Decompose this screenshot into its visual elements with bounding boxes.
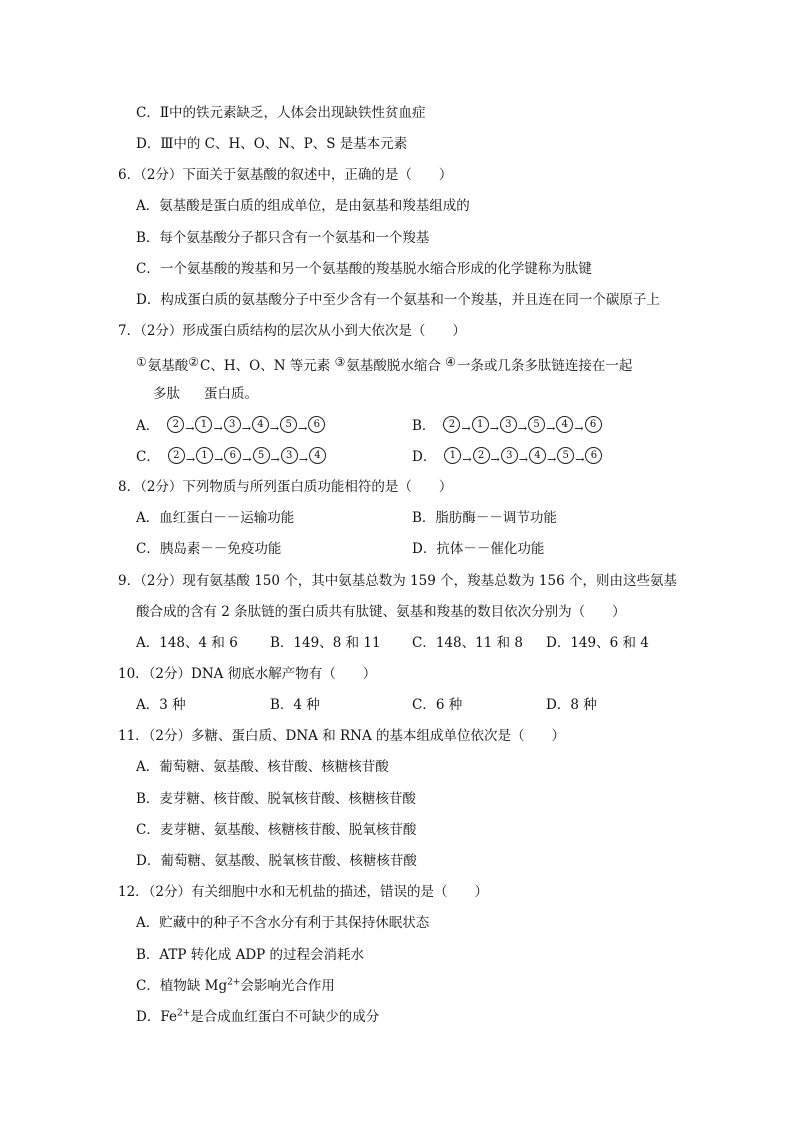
question-6: 6．（2分）下面关于氨基酸的叙述中，正确的是（ ）	[118, 167, 453, 183]
option-label: D．	[412, 449, 437, 465]
q7-item-5: 多肽	[153, 386, 180, 402]
q10-option-c: C．6 种	[412, 697, 463, 713]
arrow-icon: →	[490, 453, 500, 466]
q7-item-2: C、H、O、N 等元素	[200, 358, 331, 374]
q9-option-d: D．149、6 和 4	[546, 635, 649, 651]
q7-item-1: 氨基酸	[147, 358, 189, 374]
arrow-icon: →	[546, 422, 556, 435]
sequence-step: 3	[224, 416, 241, 433]
arrow-icon: →	[462, 453, 472, 466]
sequence-step: 3	[281, 447, 298, 464]
arrow-icon: →	[546, 453, 557, 466]
sequence-step: 6	[585, 447, 602, 464]
question-8: 8．（2分）下列物质与所列蛋白质功能相符的是（ ）	[118, 479, 453, 495]
arrow-icon: →	[269, 422, 280, 435]
arrow-icon: →	[517, 422, 528, 435]
superscript: 2+	[176, 1008, 191, 1019]
sequence-step: 4	[529, 447, 546, 464]
sequence-step: 2	[167, 416, 184, 433]
arrow-icon: →	[575, 453, 585, 466]
q8-option-b: B．脂肪酶－－调节功能	[412, 510, 557, 526]
q6-option-a: A．氨基酸是蛋白质的组成单位，是由氨基和羧基组成的	[136, 198, 470, 214]
sequence	[444, 447, 602, 464]
q11-option-b: B．麦芽糖、核苷酸、脱氧核苷酸、核糖核苷酸	[136, 791, 416, 807]
q5-option-d: D．Ⅲ中的 C、H、O、N、P、S 是基本元素	[136, 136, 408, 152]
sequence	[168, 447, 326, 464]
q7-option-c	[136, 447, 326, 466]
option-label: A．	[136, 418, 160, 434]
option-text: 会影响光合作用	[240, 978, 335, 994]
q11-option-a: A．葡萄糖、氨基酸、核苷酸、核糖核苷酸	[136, 759, 389, 775]
sequence-step: 6	[224, 447, 241, 464]
q10-option-a: A．3 种	[136, 697, 186, 713]
q7-item-4: 一条或几条多肽链连接在一起	[456, 358, 633, 374]
item-marker: ①	[136, 355, 147, 369]
q8-option-c: C．胰岛素－－免疫功能	[136, 541, 282, 557]
sequence	[167, 416, 325, 433]
arrow-icon: →	[213, 422, 223, 435]
sequence-step: 6	[308, 416, 325, 433]
arrow-icon: →	[461, 422, 471, 435]
q7-item-6: 蛋白质。	[204, 386, 258, 402]
arrow-icon: →	[185, 422, 195, 435]
arrow-icon: →	[270, 453, 280, 466]
q12-option-c	[136, 977, 335, 995]
sequence-step: 5	[280, 416, 297, 433]
q12-option-d	[136, 1008, 379, 1026]
arrow-icon: →	[242, 453, 252, 466]
sequence-step: 4	[556, 416, 573, 433]
q7-items-line-2	[153, 385, 258, 403]
option-text: D．Fe	[136, 1009, 177, 1025]
sequence-step: 3	[500, 416, 517, 433]
q10-option-d: D．8 种	[546, 697, 597, 713]
q5-option-c: C．Ⅱ中的铁元素缺乏，人体会出现缺铁性贫血症	[136, 105, 426, 121]
arrow-icon: →	[574, 422, 584, 435]
sequence-step: 2	[443, 416, 460, 433]
q6-option-c: C．一个氨基酸的羧基和另一个氨基酸的羧基脱水缩合形成的化学键称为肽键	[136, 261, 592, 277]
item-marker: ④	[445, 355, 456, 369]
sequence-step: 2	[168, 447, 185, 464]
sequence-step: 1	[196, 447, 213, 464]
sequence-step: 1	[195, 416, 212, 433]
option-text: C．植物缺 Mg	[136, 978, 228, 994]
option-label: B．	[412, 418, 436, 434]
arrow-icon: →	[489, 422, 499, 435]
sequence-step: 1	[444, 447, 461, 464]
q6-option-d: D．构成蛋白质的氨基酸分子中至少含有一个氨基和一个羧基，并且连在同一个碳原子上	[136, 292, 660, 308]
q7-option-d	[412, 447, 602, 466]
arrow-icon: →	[298, 453, 308, 466]
sequence-step: 5	[557, 447, 574, 464]
question-9-cont: 酸合成的含有 2 条肽链的蛋白质共有肽键、氨基和羧基的数目依次分别为（ ）	[136, 604, 626, 620]
q8-option-d: D．抗体－－催化功能	[412, 541, 545, 557]
q9-option-c: C．148、11 和 8	[412, 635, 523, 651]
option-label: C．	[136, 449, 160, 465]
q9-option-b: B．149、8 和 11	[270, 635, 381, 651]
question-9: 9．（2分）现有氨基酸 150 个，其中氨基总数为 159 个，羧基总数为 156 个，则由这些氨基	[118, 573, 677, 589]
q10-option-b: B．4 种	[270, 697, 320, 713]
question-10: 10．（2分）DNA 彻底水解产物有（ ）	[118, 666, 377, 682]
q7-items-line	[136, 353, 632, 375]
arrow-icon: →	[241, 422, 251, 435]
sequence-step: 5	[528, 416, 545, 433]
sequence-step: 4	[309, 447, 326, 464]
q8-option-a: A．血红蛋白－－运输功能	[136, 510, 295, 526]
item-marker: ③	[334, 355, 346, 369]
question-11: 11．（2分）多糖、蛋白质、DNA 和 RNA 的基本组成单位依次是（ ）	[118, 728, 566, 744]
q7-option-b	[412, 416, 602, 435]
superscript: 2+	[227, 977, 241, 988]
option-text: 是合成血红蛋白不可缺少的成分	[190, 1009, 380, 1025]
sequence-step: 4	[252, 416, 269, 433]
sequence-step: 6	[585, 416, 602, 433]
sequence	[443, 416, 601, 433]
arrow-icon: →	[185, 453, 196, 466]
q11-option-c: C．麦芽糖、氨基酸、核糖核苷酸、脱氧核苷酸	[136, 822, 417, 838]
arrow-icon: →	[518, 453, 528, 466]
q9-option-a: A．148、4 和 6	[136, 635, 238, 651]
arrow-icon: →	[298, 422, 308, 435]
q6-option-b: B．每个氨基酸分子都只含有一个氨基和一个羧基	[136, 230, 430, 246]
sequence-step: 2	[473, 447, 490, 464]
item-marker: ②	[188, 355, 200, 369]
question-7: 7．（2分）形成蛋白质结构的层次从小到大依次是（ ）	[118, 323, 466, 339]
q12-option-a: A．贮藏中的种子不含水分有利于其保持休眠状态	[136, 915, 430, 931]
question-12: 12．（2分）有关细胞中水和无机盐的描述，错误的是（ ）	[118, 884, 489, 900]
arrow-icon: →	[214, 453, 224, 466]
q7-option-a	[136, 416, 325, 435]
sequence-step: 1	[472, 416, 489, 433]
sequence-step: 3	[501, 447, 518, 464]
q11-option-d: D．葡萄糖、氨基酸、脱氧核苷酸、核糖核苷酸	[136, 853, 417, 869]
q12-option-b: B．ATP 转化成 ADP 的过程会消耗水	[136, 947, 365, 963]
q7-item-3: 氨基酸脱水缩合	[346, 358, 441, 374]
sequence-step: 5	[253, 447, 270, 464]
